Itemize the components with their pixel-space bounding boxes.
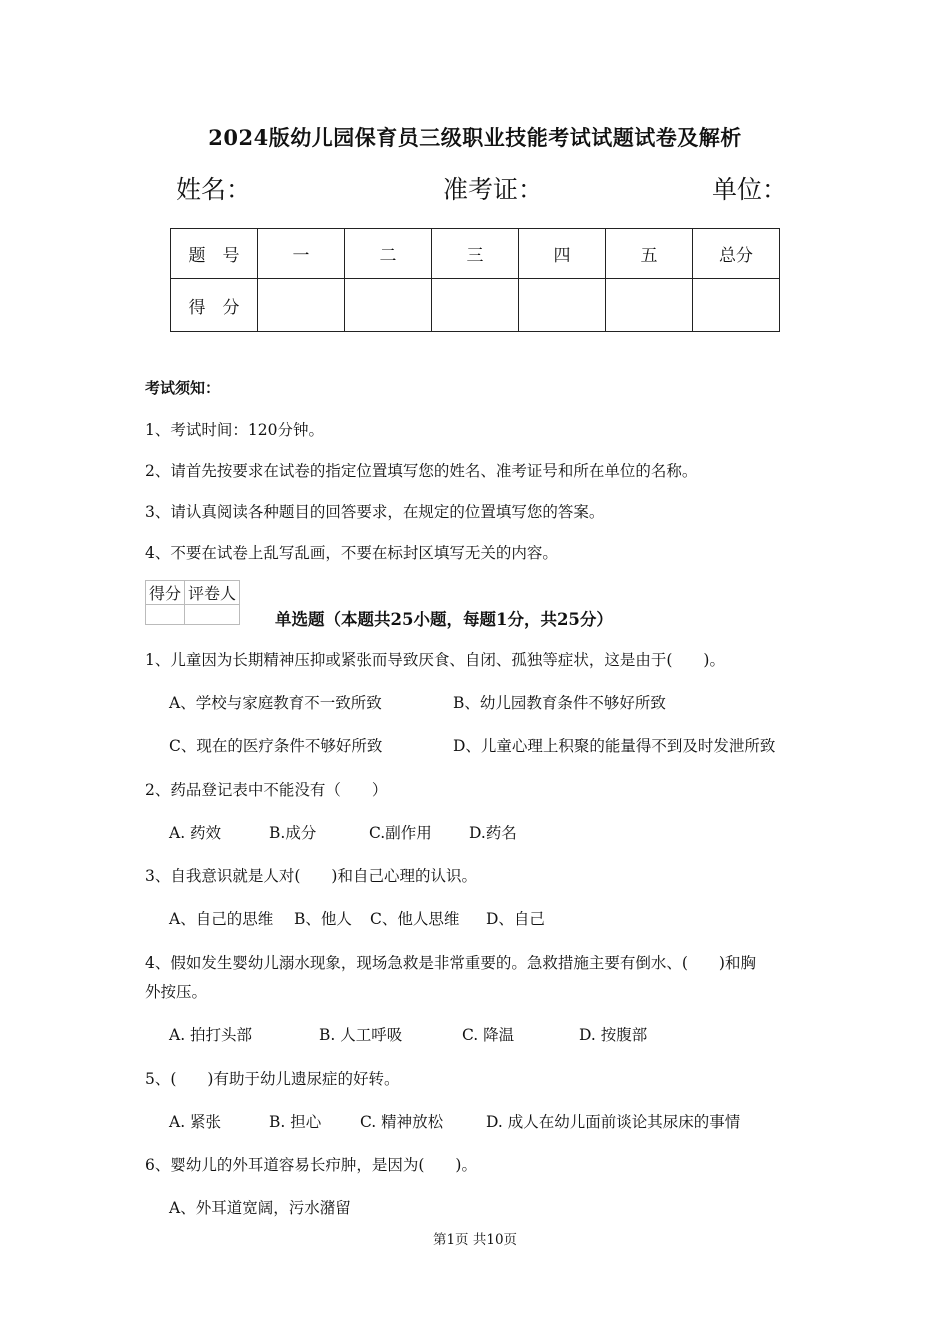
score-cell[interactable] — [345, 279, 432, 332]
option: A. 药效 — [169, 824, 222, 842]
option: D. 成人在幼儿面前谈论其尿床的事情 — [486, 1113, 741, 1131]
option: D、儿童心理上积聚的能量得不到及时发泄所致 — [453, 737, 776, 755]
option: B.成分 — [269, 824, 317, 842]
question-stem: 3、自我意识就是人对( )和自己心理的认识。 — [145, 867, 477, 885]
grader-score-label: 得分 — [146, 581, 185, 605]
option: A. 拍打头部 — [169, 1026, 253, 1044]
question-stem: 5、( )有助于幼儿遗尿症的好转。 — [145, 1070, 400, 1088]
option: D、自己 — [486, 910, 545, 928]
option: C、他人思维 — [370, 910, 460, 928]
question-stem: 6、婴幼儿的外耳道容易长疖肿，是因为( )。 — [145, 1156, 477, 1174]
name-label: 姓名： — [176, 175, 252, 204]
option: C. 降温 — [462, 1026, 515, 1044]
score-cell[interactable] — [258, 279, 345, 332]
score-header-cell: 五 — [606, 229, 693, 279]
option: A、外耳道宽阔，污水潴留 — [169, 1199, 351, 1217]
grader-reviewer-label: 评卷人 — [185, 581, 240, 605]
question-stem: 2、药品登记表中不能没有（ ） — [145, 781, 388, 799]
grader-score-cell[interactable] — [146, 605, 185, 625]
score-header-cell: 一 — [258, 229, 345, 279]
exam-number-label: 准考证： — [443, 175, 544, 204]
score-header-cell: 四 — [519, 229, 606, 279]
score-header-cell: 二 — [345, 229, 432, 279]
option: D.药名 — [469, 824, 517, 842]
score-cell[interactable] — [693, 279, 780, 332]
score-header-cell: 总分 — [693, 229, 780, 279]
option: B、他人 — [294, 910, 352, 928]
score-table-header-row — [171, 229, 780, 279]
score-header-cell: 题 号 — [171, 229, 258, 279]
score-table-score-row — [171, 279, 780, 332]
notice-item: 4、不要在试卷上乱写乱画，不要在标封区填写无关的内容。 — [145, 544, 558, 562]
option: B、幼儿园教育条件不够好所致 — [453, 694, 666, 712]
notice-item: 2、请首先按要求在试卷的指定位置填写您的姓名、准考证号和所在单位的名称。 — [145, 462, 698, 480]
option: C、现在的医疗条件不够好所致 — [169, 737, 383, 755]
question-stem: 4、假如发生婴幼儿溺水现象，现场急救是非常重要的。急救措施主要有倒水、( )和胸 — [145, 954, 756, 972]
unit-label: 单位： — [712, 175, 788, 204]
grader-box — [145, 580, 240, 625]
notice-item: 3、请认真阅读各种题目的回答要求，在规定的位置填写您的答案。 — [145, 503, 605, 521]
option: C. 精神放松 — [360, 1113, 444, 1131]
question-stem-continued: 外按压。 — [145, 983, 208, 1001]
score-header-cell: 三 — [432, 229, 519, 279]
page-footer: 第1页 共10页 — [432, 1232, 518, 1248]
notice-heading: 考试须知： — [145, 379, 221, 397]
option: D. 按腹部 — [579, 1026, 648, 1044]
option: C.副作用 — [369, 824, 432, 842]
score-row-label: 得 分 — [171, 279, 258, 332]
page-title: 2024版幼儿园保育员三级职业技能考试试题试卷及解析 — [208, 125, 742, 150]
question-stem: 1、儿童因为长期精神压抑或紧张而导致厌食、自闭、孤独等症状，这是由于( )。 — [145, 651, 725, 669]
score-cell[interactable] — [606, 279, 693, 332]
option: B. 担心 — [269, 1113, 322, 1131]
grader-reviewer-cell[interactable] — [185, 605, 240, 625]
score-cell[interactable] — [519, 279, 606, 332]
notice-item: 1、考试时间：120分钟。 — [145, 421, 324, 439]
score-table — [170, 228, 780, 332]
option: A、学校与家庭教育不一致所致 — [169, 694, 382, 712]
option: B. 人工呼吸 — [319, 1026, 403, 1044]
score-cell[interactable] — [432, 279, 519, 332]
section-title: 单选题（本题共25小题，每题1分，共25分） — [275, 610, 613, 629]
option: A、自己的思维 — [169, 910, 274, 928]
option: A. 紧张 — [169, 1113, 222, 1131]
